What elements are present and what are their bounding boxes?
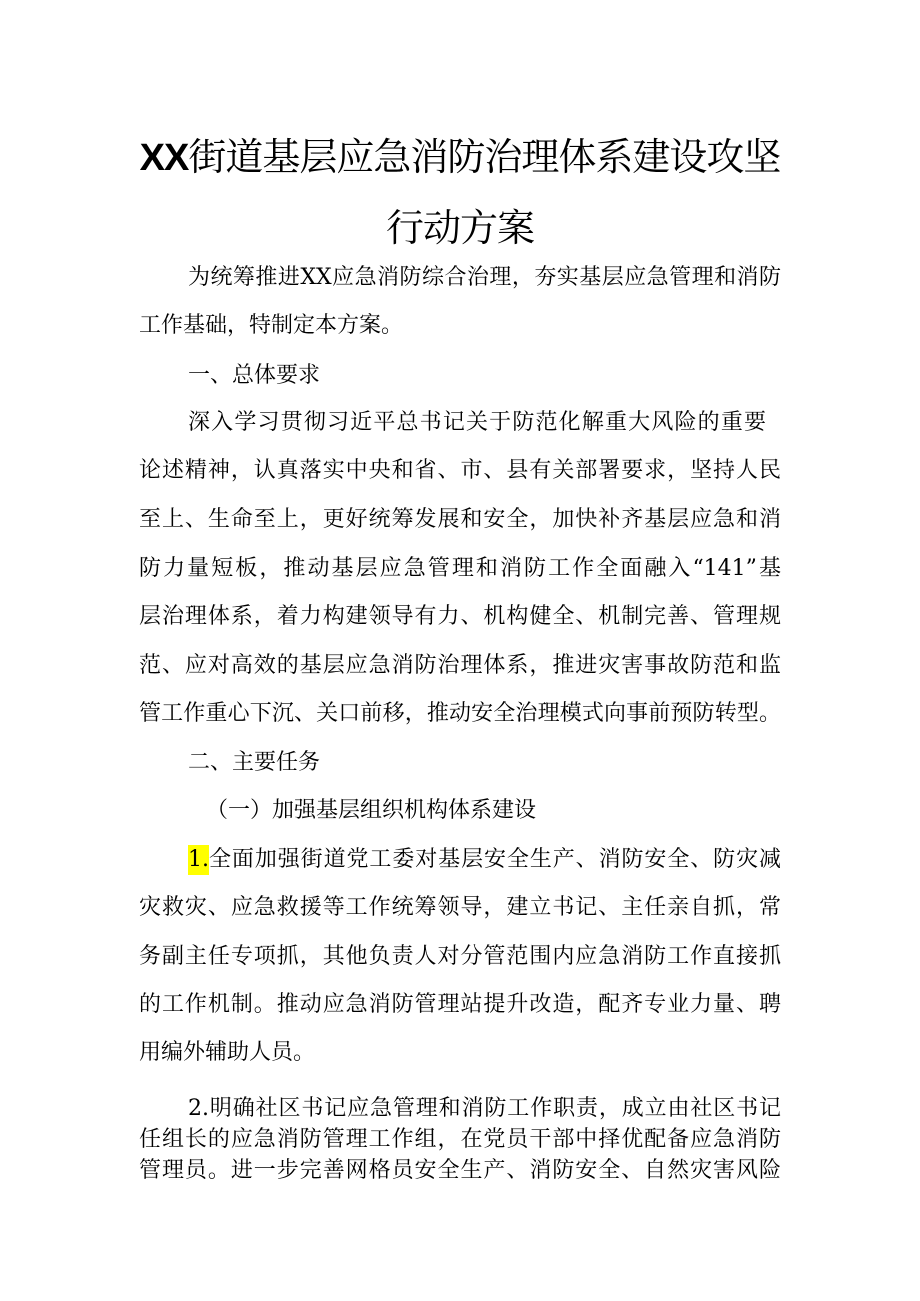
- item-1-line: 用编外辅助人员。: [139, 1040, 316, 1065]
- item-2-line: 任组长的应急消防管理工作组，在党员干部中择优配备应急消防: [139, 1127, 781, 1152]
- item-2-line: 管理员。进一步完善网格员安全生产、消防安全、自然灾害风险: [139, 1158, 781, 1183]
- item-1-line: 务副主任专项抓，其他负责人对分管范围内应急消防工作直接抓: [139, 944, 781, 969]
- section-1-line: 论述精神，认真落实中央和省、市、县有关部署要求，坚持人民: [139, 458, 781, 483]
- document-title-line-2: 行动方案: [385, 206, 534, 250]
- section-1-heading: 一、总体要求: [188, 363, 321, 388]
- item-2-line: 2.明确社区书记应急管理和消防工作职责，成立由社区书记: [188, 1096, 781, 1121]
- section-1-line: 防力量短板，推动基层应急管理和消防工作全面融入“141”基: [139, 556, 781, 581]
- item-1-first-line: [188, 845, 781, 875]
- item-1-line: 全面加强街道党工委对基层安全生产、消防安全、防灾减: [209, 847, 781, 872]
- item-1-line: 的工作机制。推动应急消防管理站提升改造，配齐专业力量、聘: [139, 992, 781, 1017]
- document-title-line-1: [0, 126, 920, 181]
- section-1-line: 范、应对高效的基层应急消防治理体系，推进灾害事故防范和监: [139, 653, 781, 678]
- intro-line: 工作基础，特制定本方案。: [139, 313, 404, 338]
- section-1-line: 至上、生命至上，更好统筹发展和安全，加快补齐基层应急和消: [139, 507, 781, 532]
- subsection-1-heading: （一）加强基层组织机构体系建设: [206, 798, 537, 823]
- item-1-number: 1.: [188, 845, 209, 875]
- section-1-line: 层治理体系，着力构建领导有力、机构健全、机制完善、管理规: [139, 604, 781, 629]
- section-1-line: 深入学习贯彻习近平总书记关于防范化解重大风险的重要: [188, 410, 766, 435]
- section-2-heading: 二、主要任务: [188, 750, 321, 775]
- item-1-line: 灾救灾、应急救援等工作统筹领导，建立书记、主任亲自抓，常: [139, 895, 781, 920]
- title-line-1-text: 街道基层应急消防治理体系建设攻坚: [188, 135, 781, 179]
- intro-line: 为统筹推进XX应急消防综合治理，夯实基层应急管理和消防: [188, 265, 781, 290]
- section-1-line: 管工作重心下沉、关口前移，推动安全治理模式向事前预防转型。: [139, 701, 781, 726]
- title-prefix: XX: [139, 137, 189, 179]
